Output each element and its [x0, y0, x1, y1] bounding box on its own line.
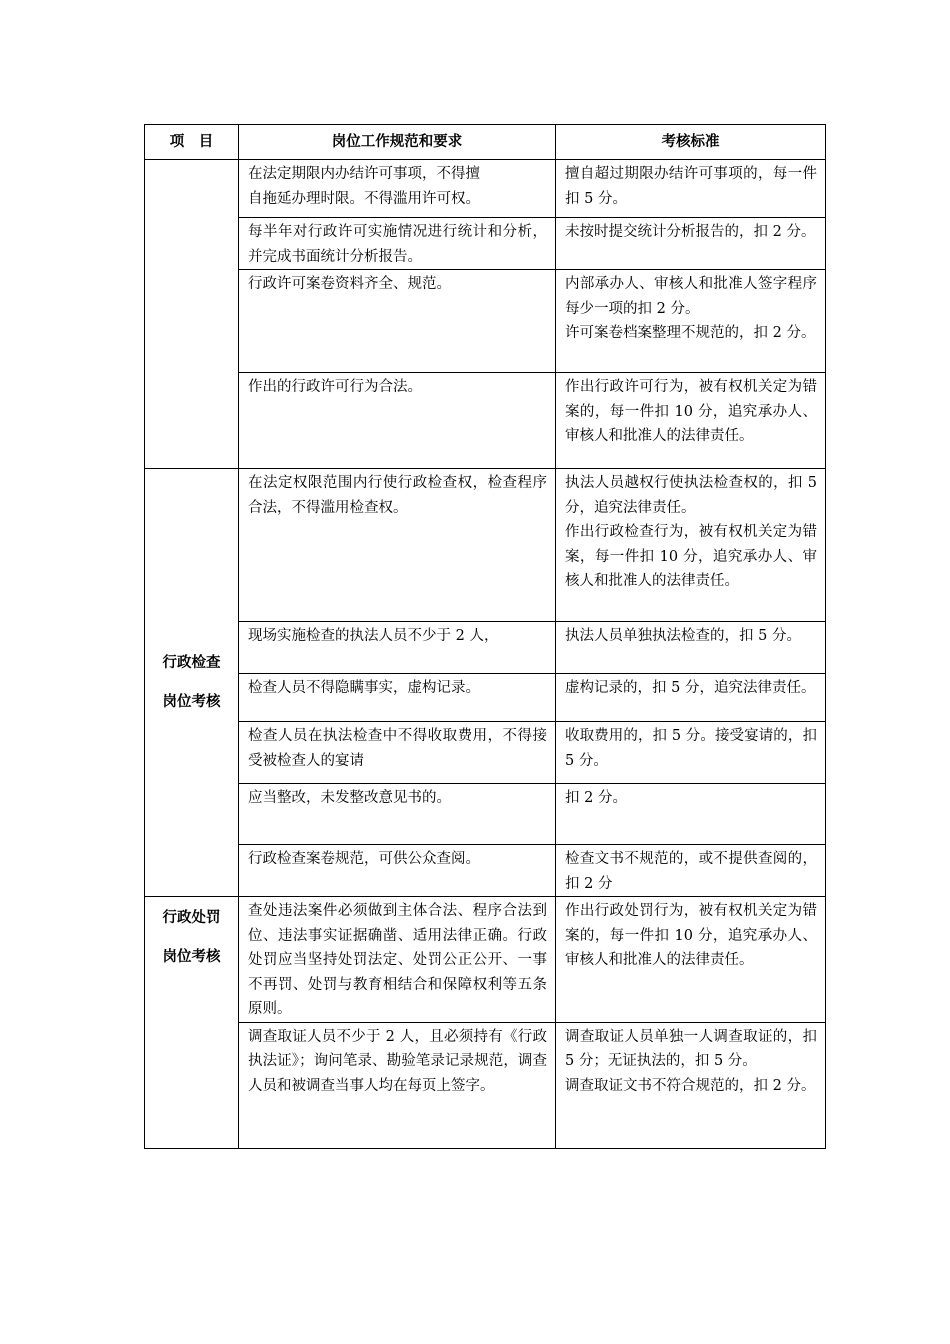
standard-text: 许可案卷档案整理不规范的，扣 2 分。: [565, 325, 816, 341]
table-row: [145, 722, 826, 784]
standard-text: 内部承办人、审核人和批准人签字程序每少一项的扣 2 分。: [565, 276, 817, 317]
section-title-line: 岗位考核: [162, 693, 221, 710]
requirement-text: 现场实施检查的执法人员不少于 2 人，: [248, 628, 499, 644]
header-project: 项 目: [145, 125, 239, 160]
requirement-cell: [239, 160, 556, 218]
section-title-cell: [145, 469, 239, 897]
requirement-text: 自拖延办理时限。不得滥用许可权。: [248, 190, 480, 207]
header-requirements: 岗位工作规范和要求: [239, 125, 556, 160]
requirement-cell: [239, 270, 556, 373]
standard-cell: [556, 897, 826, 1023]
requirement-cell: [239, 469, 556, 622]
assessment-table: [144, 124, 826, 1149]
requirement-cell: [239, 722, 556, 784]
table-row: [145, 160, 826, 218]
table-row: [145, 845, 826, 897]
standard-text: 虚构记录的，扣 5 分，追究法律责任。: [565, 680, 816, 696]
requirement-text: 行政检查案卷规范，可供公众查阅。: [248, 851, 480, 867]
table-row: [145, 469, 826, 622]
standard-text: 擅自超过期限办结许可事项的，每一件扣 5 分。: [565, 166, 817, 207]
section-title-line: 行政处罚: [162, 910, 221, 926]
standard-cell: [556, 270, 826, 373]
standard-cell: [556, 674, 826, 722]
standard-text: 调查取证人员单独一人调查取证的，扣 5 分；无证执法的，扣 5 分。: [565, 1028, 817, 1069]
header-row: [145, 125, 826, 160]
standard-cell: [556, 622, 826, 674]
standard-text: 扣 2 分。: [565, 790, 627, 806]
requirement-text: 在法定权限范围内行使行政检查权，检查程序合法，不得滥用检查权。: [248, 475, 547, 516]
requirement-text: 在法定期限内办结许可事项，不得擅: [248, 166, 480, 182]
table-body: [145, 160, 826, 1149]
standard-cell: [556, 845, 826, 897]
requirement-cell: [239, 674, 556, 722]
section-title-line: 行政检查: [162, 654, 221, 671]
standard-text: 作出行政检查行为，被有权机关定为错案，每一件扣 10 分，追究承办人、审核人和批准人的法律责任。: [565, 524, 817, 589]
section-title-line: 岗位考核: [162, 949, 221, 965]
standard-text: 作出行政处罚行为，被有权机关定为错案的，每一件扣 10 分，追究承办人、审核人和批准人的法律责任。: [565, 903, 817, 968]
standard-text: 作出行政许可行为，被有权机关定为错案的，每一件扣 10 分，追究承办人、审核人和批准人的法律责任。: [565, 379, 817, 444]
requirement-cell: [239, 1022, 556, 1148]
requirement-text: 检查人员不得隐瞒事实，虚构记录。: [248, 680, 480, 696]
standard-text: 调查取证文书不符合规范的，扣 2 分。: [565, 1077, 816, 1094]
standard-text: 收取费用的，扣 5 分。接受宴请的，扣 5 分。: [565, 728, 817, 769]
requirement-cell: [239, 218, 556, 270]
standard-text: 检查文书不规范的，或不提供查阅的，扣 2 分: [565, 851, 817, 892]
standard-cell: [556, 373, 826, 469]
section-title-cell: [145, 897, 239, 1149]
header-standard: 考核标准: [556, 125, 826, 160]
requirement-cell: [239, 784, 556, 845]
requirement-text: 行政许可案卷资料齐全、规范。: [248, 276, 451, 292]
table-row: [145, 373, 826, 469]
section-title-cell: [145, 160, 239, 469]
requirement-cell: [239, 622, 556, 674]
standard-cell: [556, 218, 826, 270]
requirement-cell: [239, 373, 556, 469]
standard-text: 执法人员越权行使执法检查权的，扣 5 分，追究法律责任。: [565, 475, 817, 516]
standard-cell: [556, 784, 826, 845]
requirement-text: 每半年对行政许可实施情况进行统计和分析，并完成书面统计分析报告。: [248, 224, 547, 265]
requirement-cell: [239, 897, 556, 1023]
requirement-text: 作出的行政许可行为合法。: [248, 379, 422, 395]
requirement-text: 检查人员在执法检查中不得收取费用，不得接受被检查人的宴请: [248, 728, 547, 769]
standard-text: 执法人员单独执法检查的，扣 5 分。: [565, 628, 801, 644]
standard-text: 未按时提交统计分析报告的，扣 2 分。: [565, 224, 816, 240]
standard-cell: [556, 722, 826, 784]
table-row: [145, 218, 826, 270]
table-row: [145, 1022, 826, 1148]
table-row: [145, 674, 826, 722]
standard-cell: [556, 469, 826, 622]
requirement-text: 调查取证人员不少于 2 人，且必须持有《行政执法证》；询问笔录、勘验笔录记录规范，调查人员和被调查当事人均在每页上签字。: [248, 1028, 547, 1094]
standard-cell: [556, 1022, 826, 1148]
table-row: [145, 270, 826, 373]
table-row: [145, 897, 826, 1023]
requirement-text: 应当整改，未发整改意见书的。: [248, 790, 451, 806]
standard-cell: [556, 160, 826, 218]
requirement-cell: [239, 845, 556, 897]
requirement-text: 查处违法案件必须做到主体合法、程序合法到位、违法事实证据确凿、适用法律正确。行政处罚应当坚持处罚法定、处罚公正公开、一事不再罚、处罚与教育相结合和保障权利等五条原则。: [248, 903, 547, 1017]
table-row: [145, 622, 826, 674]
table-row: [145, 784, 826, 845]
